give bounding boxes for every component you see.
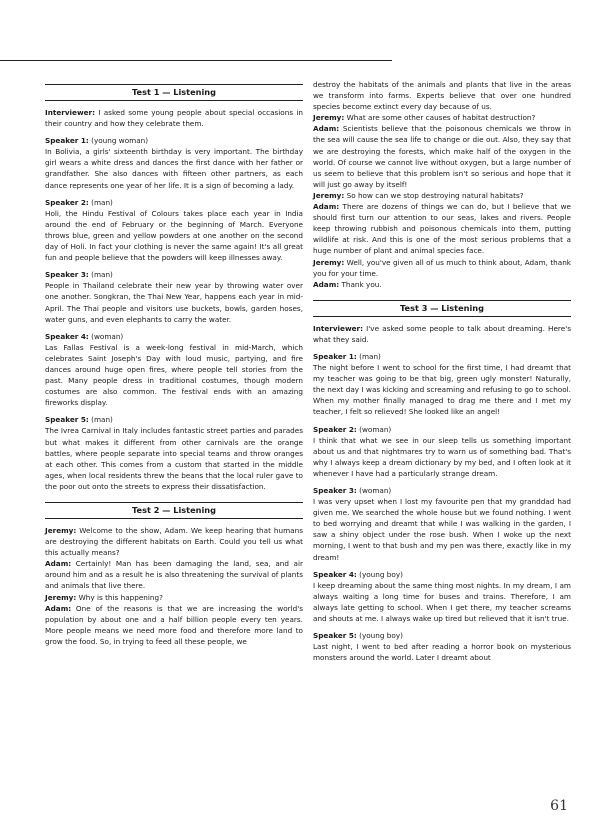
speaker-role: (man) (359, 351, 381, 361)
test1-intro (45, 107, 303, 129)
speaker-label: Adam: (313, 279, 340, 289)
speaker-label: Jeremy: (45, 592, 77, 602)
test3-speaker1 (313, 351, 571, 418)
dialogue-text: What are some other causes of habitat destruction? (346, 113, 536, 123)
speaker-role: (man) (91, 197, 113, 207)
speaker-label: Speaker 5: (313, 631, 357, 641)
test3-speaker2 (313, 424, 571, 479)
speaker-label: Speaker 5: (45, 415, 89, 425)
speaker-label: Speaker 2: (45, 197, 89, 207)
test1-speaker3 (45, 269, 303, 324)
speaker-label: Jeremy: (45, 526, 77, 535)
speaker-role: (woman) (359, 424, 392, 434)
speaker-role: (woman) (91, 331, 124, 341)
top-rule (0, 60, 392, 61)
test1-speaker5 (45, 414, 303, 492)
dialogue-text: One of the reasons is that we are increasing the world's population by about one and a half billion people every ten years. More people means we need more food and therefore more land to grow the food. So, in trying to feed all these people, we (45, 603, 303, 646)
speaker-label: Speaker 4: (45, 331, 89, 341)
dialogue-line (313, 279, 571, 290)
test2-heading: Test 2 — Listening (45, 502, 303, 519)
dialogue-text: There are dozens of things we can do, but I believe that we should first turn our attention to our seas, lakes and rivers. People keep throwing rubbish and poisonous chemicals into them, putting wildlife at risk. And this is one of the most serious problems that a huge number of plant and animal species face. (313, 202, 571, 256)
speaker-label: Speaker 3: (45, 270, 89, 280)
speaker-role: (young boy) (359, 569, 403, 579)
test1-speaker1 (45, 135, 303, 190)
speaker-label: Jeremy: (313, 190, 345, 200)
test3-speaker5 (313, 630, 571, 663)
dialogue-text: Well, you've given all of us much to think about, Adam, thank you for your time. (313, 257, 571, 278)
intro-text: I asked some young people about special occasions in their country and how they celebrate them. (45, 108, 303, 129)
dialogue-text: Thank you. (341, 279, 382, 289)
left-column (45, 84, 303, 647)
page-number: 61 (550, 798, 568, 814)
dialogue-line (313, 201, 571, 256)
dialogue-text: So how can we stop destroying natural habitats? (346, 190, 524, 200)
speaker-label: Jeremy: (313, 257, 345, 267)
dialogue-line (313, 112, 571, 123)
speaker-text: Las Fallas Festival is a week-long festival in mid-March, which celebrates Saint Joseph's Day with loud music, partying, and fire dances around huge open fires, where people tell stories from the past. Many people dress in traditional costumes, though modern costumes are also common. The festival ends with an amazing fireworks display. (45, 342, 303, 408)
speaker-role: (woman) (359, 486, 392, 495)
speaker-label: Adam: (45, 559, 72, 569)
intro-text: I've asked some people to talk about dreaming. Here's what they said. (313, 323, 571, 344)
speaker-text: Last night, I went to bed after reading a horror book on mysterious monsters around the world. Later I dreamt about (313, 642, 571, 663)
dialogue-line (45, 558, 303, 591)
test3-speaker4 (313, 569, 571, 624)
speaker-text: In Bolivia, a girls' sixteenth birthday is very important. The birthday girl wears a white dress and dances the first dance with her father or grandfather. She also dances with fifteen other partners, as each dance represents one year of her life. It is a sign of becoming a lady. (45, 147, 303, 190)
dialogue-line (45, 525, 303, 558)
speaker-label: Speaker 1: (45, 136, 89, 146)
speaker-role: (man) (91, 270, 113, 280)
speaker-label: Speaker 3: (313, 486, 357, 495)
speaker-text: The Ivrea Carnival in Italy includes fantastic street parties and parades but what makes it different from other carnivals are the orange battles, where people separate into special teams and throw oranges at each other. This comes from a custom that started in the middle ages, when local residents threw the beans that the local ruler gave to the poor out onto the streets to express their dissatisfaction. (45, 426, 303, 491)
speaker-label: Jeremy: (313, 113, 345, 123)
right-column (313, 79, 571, 663)
speaker-text: I was very upset when I lost my favourite pen that my granddad had given me. We searched the whole house but we found nothing. I went to bed worrying and dreamt that while I was walking in the garden, I saw a shiny object under the rose bush. When I woke up the next morning, I went to that bush and my pen was there, exactly like in my dream! (313, 497, 571, 562)
speaker-label: Interviewer: (313, 323, 364, 333)
test3-heading: Test 3 — Listening (313, 300, 571, 317)
dialogue-line (313, 123, 571, 190)
speaker-role: (man) (91, 415, 113, 425)
dialogue-text: Scientists believe that the poisonous chemicals we throw in the sea will cause the sea life to change or die out. Also, they say that we are destroying the forests, which make half of the oxygen in the world. Of course we cannot live without oxygen, but a large number of us seem to believe that this problem isn't so serious and hope that it will just go away by itself! (313, 124, 571, 189)
test1-speaker4 (45, 331, 303, 409)
test3-intro (313, 323, 571, 345)
test3-speaker3 (313, 485, 571, 563)
speaker-text: People in Thailand celebrate their new year by throwing water over one another. Songkran, the Thai New Year, happens each year in mid-April. The Thai people and visitors use buckets, bowls, garden hoses, water guns, and even elephants to carry the water. (45, 281, 303, 324)
test1-speaker2 (45, 197, 303, 264)
test1-heading: Test 1 — Listening (45, 84, 303, 101)
dialogue-text: Certainly! Man has been damaging the land, sea, and air around him and as a result he is also threatening the survival of plants and animals that live there. (45, 559, 303, 591)
dialogue-line (45, 603, 303, 647)
dialogue-text: Why is this happening? (78, 592, 163, 602)
speaker-text: I keep dreaming about the same thing most nights. In my dream, I am always waiting a long time for buses and trains. Therefore, I am always late getting to school. When I get there, my teacher screams and shouts at me. I always wake up tired but relieved that it isn't true. (313, 580, 571, 624)
dialogue-line (313, 257, 571, 279)
dialogue-continuation: destroy the habitats of the animals and plants that live in the areas we transform into farms. Experts believe that over one hundred species become extinct every day because of us. (313, 80, 571, 112)
speaker-text: Holi, the Hindu Festival of Colours takes place each year in India around the end of February or the beginning of March. Everyone throws blue, green and yellow powders at one another on the second day of Holi. In fact your clothing is never the same again! It's all great fun and people believe that the powders will keep illnesses away. (45, 208, 303, 263)
dialogue-text: Welcome to the show, Adam. We keep hearing that humans are destroying the different habitats on Earth. Could you tell us what this actually means? (45, 526, 303, 558)
speaker-label: Adam: (45, 603, 72, 613)
speaker-label: Adam: (313, 202, 340, 212)
speaker-text: The night before I went to school for the first time, I had dreamt that my teacher was going to be that big, green ugly monster! Naturally, the next day I was kicking and screaming and refusing to go to school. When my mother finally managed to drag me there and I met my teacher, I felt so relieved! She looked like an angel! (313, 363, 571, 417)
speaker-label: Speaker 4: (313, 569, 357, 579)
speaker-text: I think that what we see in our sleep tells us something important about us and that nightmares try to warn us of something bad. That's why I always keep a dream dictionary by my bed, and I often look at it whenever I have had a particularly strange dream. (313, 435, 571, 478)
speaker-role: (young boy) (359, 631, 403, 641)
speaker-label: Speaker 1: (313, 351, 357, 361)
dialogue-line (313, 190, 571, 201)
speaker-label: Adam: (313, 124, 340, 134)
speaker-label: Interviewer: (45, 108, 96, 117)
speaker-role: (young woman) (91, 136, 149, 146)
dialogue-line (45, 592, 303, 603)
speaker-label: Speaker 2: (313, 424, 357, 434)
